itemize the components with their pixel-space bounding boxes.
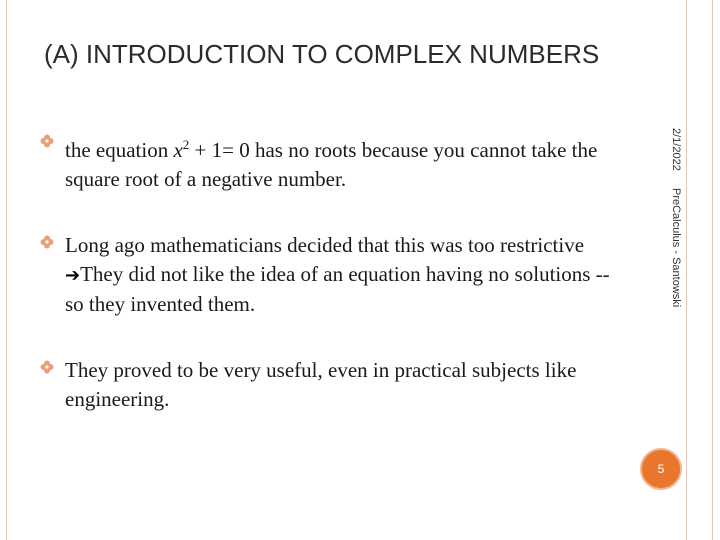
left-rule (6, 0, 7, 540)
slide-date: 2/1/2022 (670, 128, 682, 171)
flower-bullet-icon (40, 235, 54, 249)
right-rule-outer (712, 0, 713, 540)
bullet-text: Long ago mathematicians decided that this was too restrictive ➔They did not like the idea of an equation having no solutions -- so they invented them. (65, 233, 610, 316)
bullet-text: They proved to be very useful, even in practical subjects like engineering. (65, 358, 577, 411)
flower-bullet-icon (40, 360, 54, 374)
page-number: 5 (657, 462, 665, 476)
bullet-text: the equation $x^2 + 1= 0$ has no roots because you cannot take the square root of a negative number. (65, 137, 598, 191)
arrow-right-icon: ➔ (65, 265, 81, 286)
slide-title: (A) INTRODUCTION TO COMPLEX NUMBERS (44, 39, 600, 69)
page-number-badge (640, 448, 682, 490)
slide-footer: PreCalculus - Santowski (670, 188, 682, 308)
flower-bullet-icon (40, 134, 54, 148)
right-rule-inner (686, 0, 687, 540)
